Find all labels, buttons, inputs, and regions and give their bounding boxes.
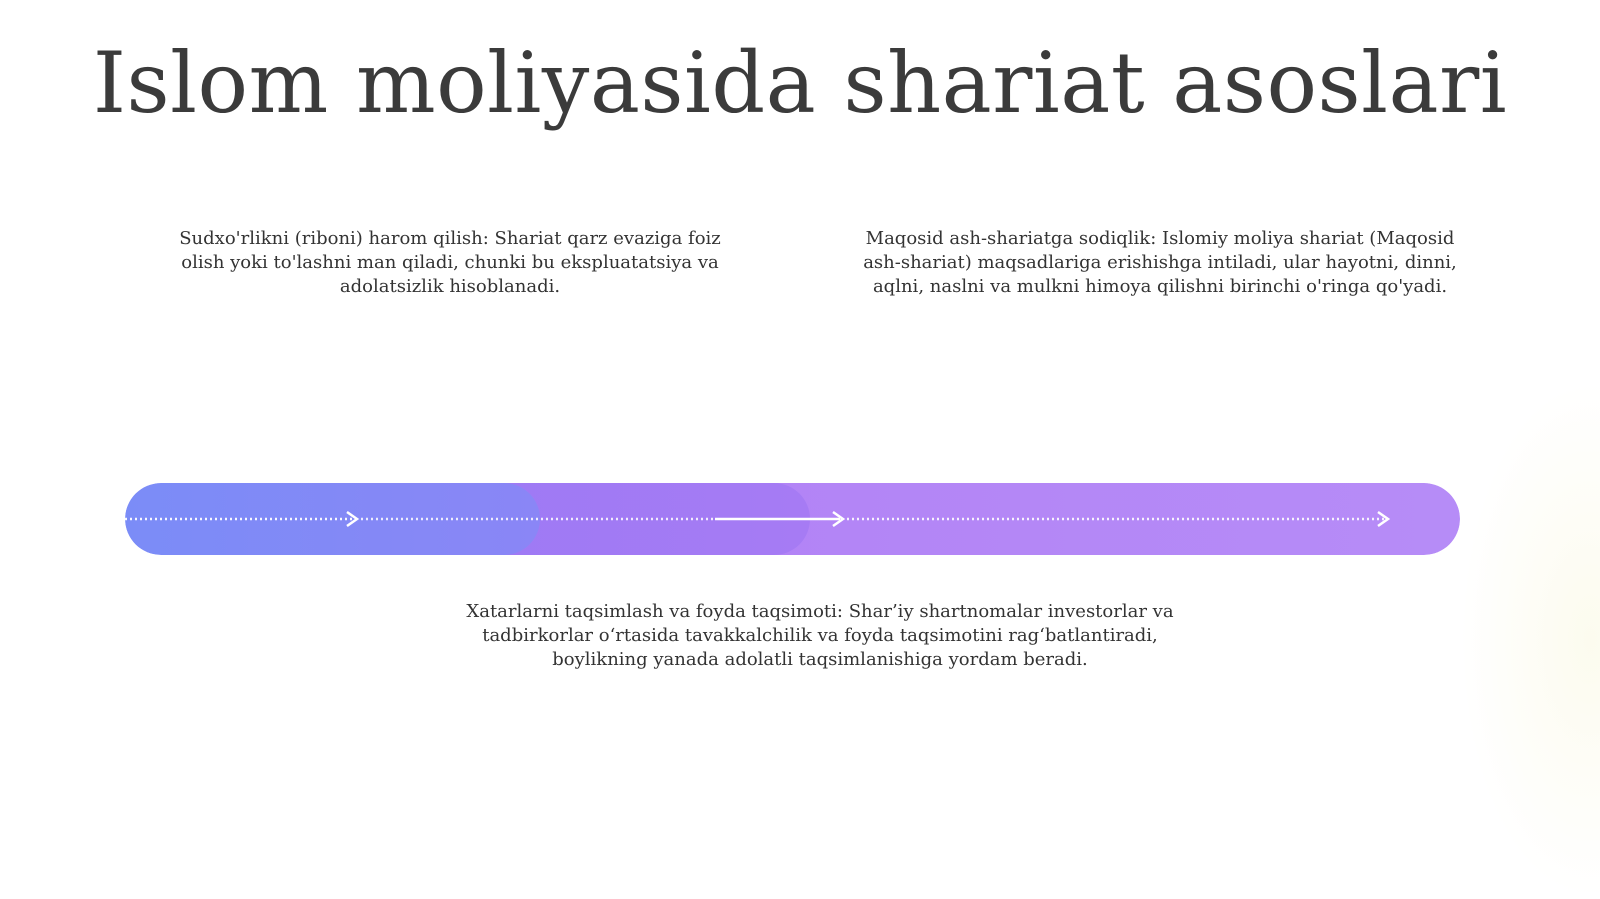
decorative-glow — [1460, 380, 1600, 899]
timeline-bar — [125, 483, 1460, 555]
arrow-right-icon — [347, 512, 357, 526]
point-maqasid-shariah: Maqosid ash-shariatga sodiqlik: Islomiy moliya shariat (Maqosid ash-shariat) maqsadlariga erishishga intiladi, ular hayotni, dinni, aqlni, naslni va mulkni himoya qilishni birinchi o'ringa qo'yadi. — [863, 228, 1457, 297]
timeline-arrows — [125, 483, 1460, 555]
point-risk-sharing: Xatarlarni taqsimlash va foyda taqsimoti: Shar’iy shartnomalar investorlar va tadbirkorlar o‘rtasida tavakkalchilik va foyda taqsimotini rag‘batlantiradi, boylikning yanada adolatli taqsimlanishiga yordam beradi. — [466, 601, 1174, 670]
slide-title: Islom moliyasida shariat asoslari — [92, 34, 1508, 132]
point-riba-prohibition: Sudxo'rlikni (riboni) harom qilish: Shariat qarz evaziga foiz olish yoki to'lashni man qiladi, chunki bu ekspluatatsiya va adolatsizlik hisoblanadi. — [179, 228, 721, 297]
